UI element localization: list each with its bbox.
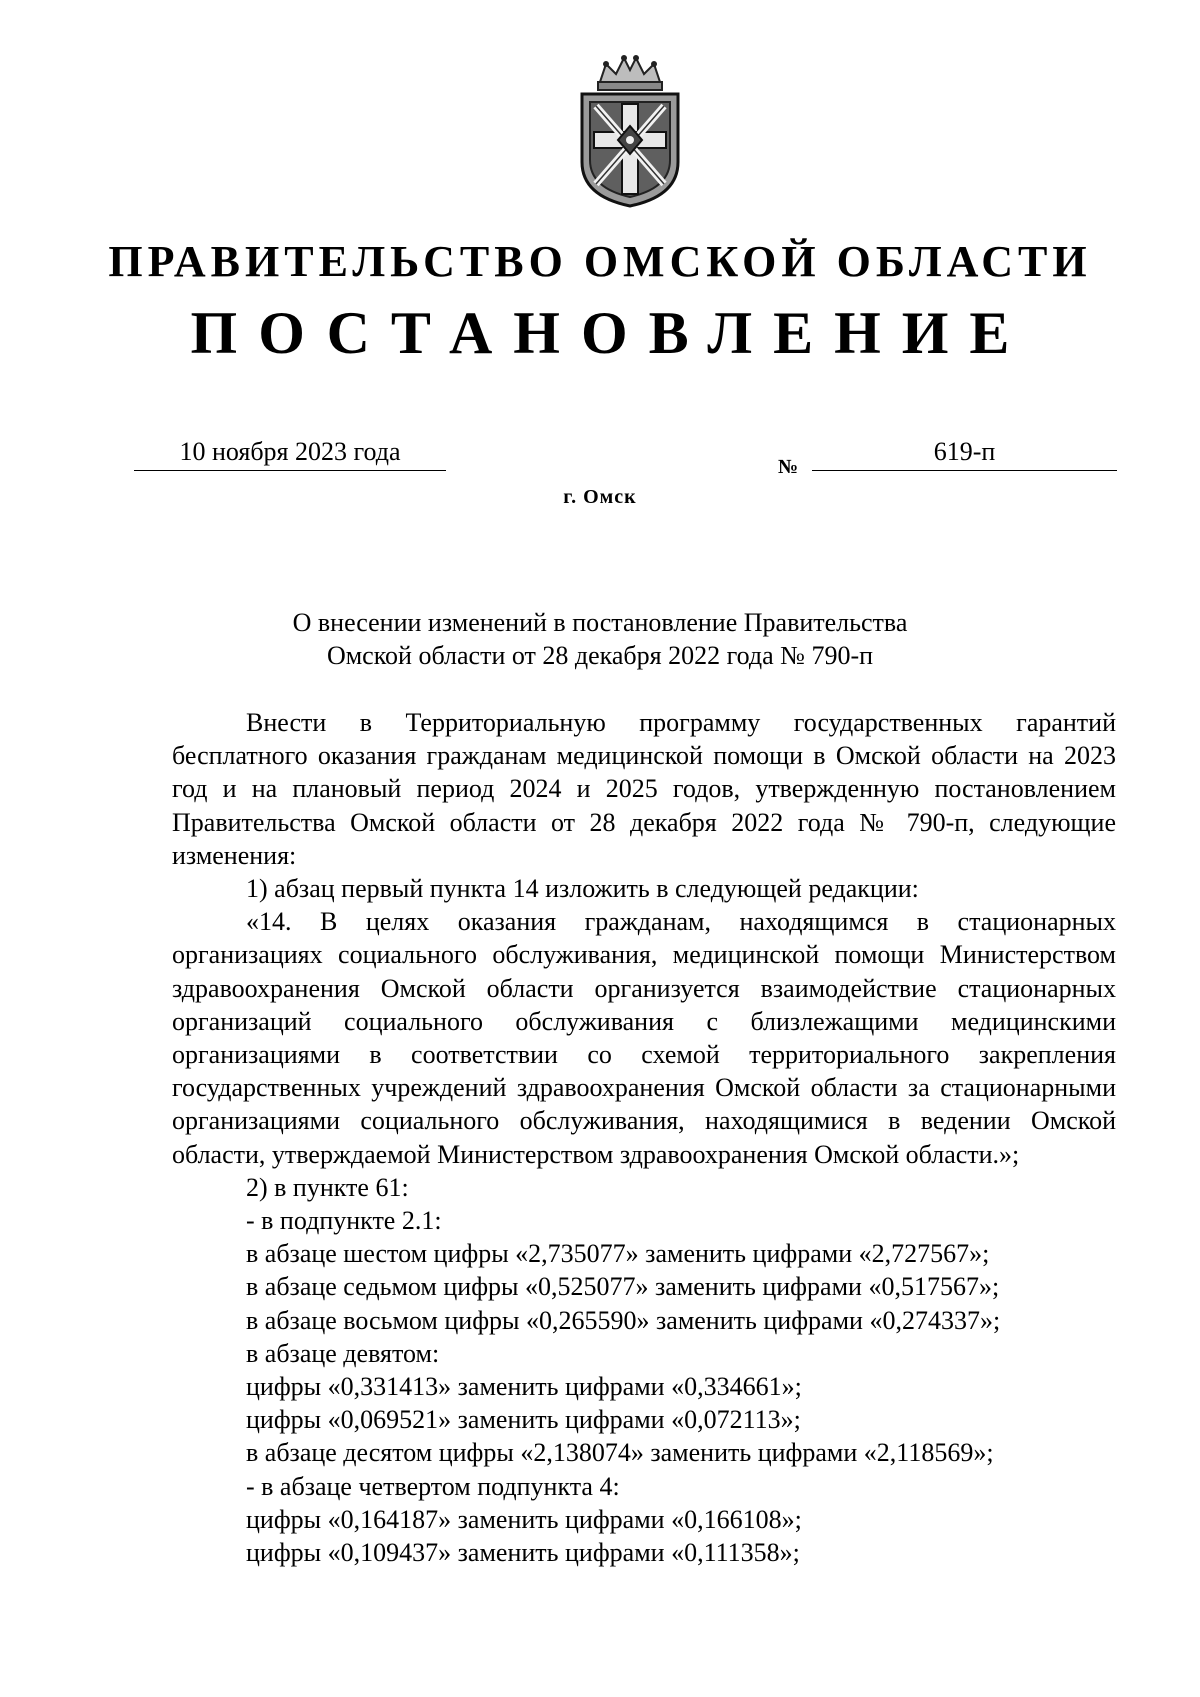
city: г. Омск — [563, 486, 637, 508]
title-line: О внесении изменений в постановление Правительства — [292, 608, 908, 637]
government-name: ПРАВИТЕЛЬСТВО ОМСКОЙ ОБЛАСТИ — [108, 237, 1092, 286]
document-type: ПОСТАНОВЛЕНИЕ — [190, 300, 1031, 366]
subitem-4: - в абзаце четвертом подпункта 4: — [246, 1471, 620, 1501]
amendment-line: в абзаце шестом цифры «2,735077» заменить цифрами «2,727567»; — [246, 1239, 990, 1269]
document-number: 619-п — [812, 437, 1117, 471]
document-body — [172, 706, 1116, 1569]
subitem-2-1: - в подпункте 2.1: — [246, 1206, 442, 1236]
document-title — [0, 606, 1200, 672]
intro-paragraph: Внести в Территориальную программу государственных гарантий бесплатного оказания гражданам медицинской помощи в Омской области на 2023 год и на плановый период 2024 и 2025 годов, утвержденную постановлением Правительства Омской области от 28 декабря 2022 года № 790-п, следующие изменения: — [172, 708, 1116, 870]
number-label: № — [778, 456, 799, 478]
amendment-line: цифры «0,164187» заменить цифрами «0,166108»; — [246, 1504, 802, 1534]
coat-of-arms-icon — [570, 50, 690, 210]
amendment-line: цифры «0,331413» заменить цифрами «0,334661»; — [246, 1372, 802, 1402]
document-date: 10 ноября 2023 года — [134, 437, 446, 471]
amendment-line: в абзаце десятом цифры «2,138074» заменить цифрами «2,118569»; — [246, 1438, 994, 1468]
amendment-line: в абзаце восьмом цифры «0,265590» заменить цифрами «0,274337»; — [246, 1305, 1001, 1335]
amendment-line: в абзаце седьмом цифры «0,525077» заменить цифрами «0,517567»; — [246, 1272, 1000, 1302]
title-line: Омской области от 28 декабря 2022 года № 790-п — [326, 641, 874, 670]
amendment-line: цифры «0,109437» заменить цифрами «0,111358»; — [246, 1538, 800, 1568]
amendment-line: в абзаце девятом: — [246, 1338, 440, 1368]
item-1: 1) абзац первый пункта 14 изложить в следующей редакции: — [246, 874, 919, 904]
amendment-line: цифры «0,069521» заменить цифрами «0,072113»; — [246, 1405, 801, 1435]
item-2: 2) в пункте 61: — [246, 1172, 409, 1202]
item-1-text: «14. В целях оказания гражданам, находящимся в стационарных организациях социального обслуживания, медицинской помощи Министерством здравоохранения Омской области организуется взаимодействие стационарных организаций социального обслуживания с близлежащими медицинскими организациями в соответствии со схемой территориального закрепления государственных учреждений здравоохранения Омской области за стационарными организациями социального обслуживания, находящимися в ведении Омской области, утверждаемой Министерством здравоохранения Омской области.»; — [172, 907, 1116, 1169]
